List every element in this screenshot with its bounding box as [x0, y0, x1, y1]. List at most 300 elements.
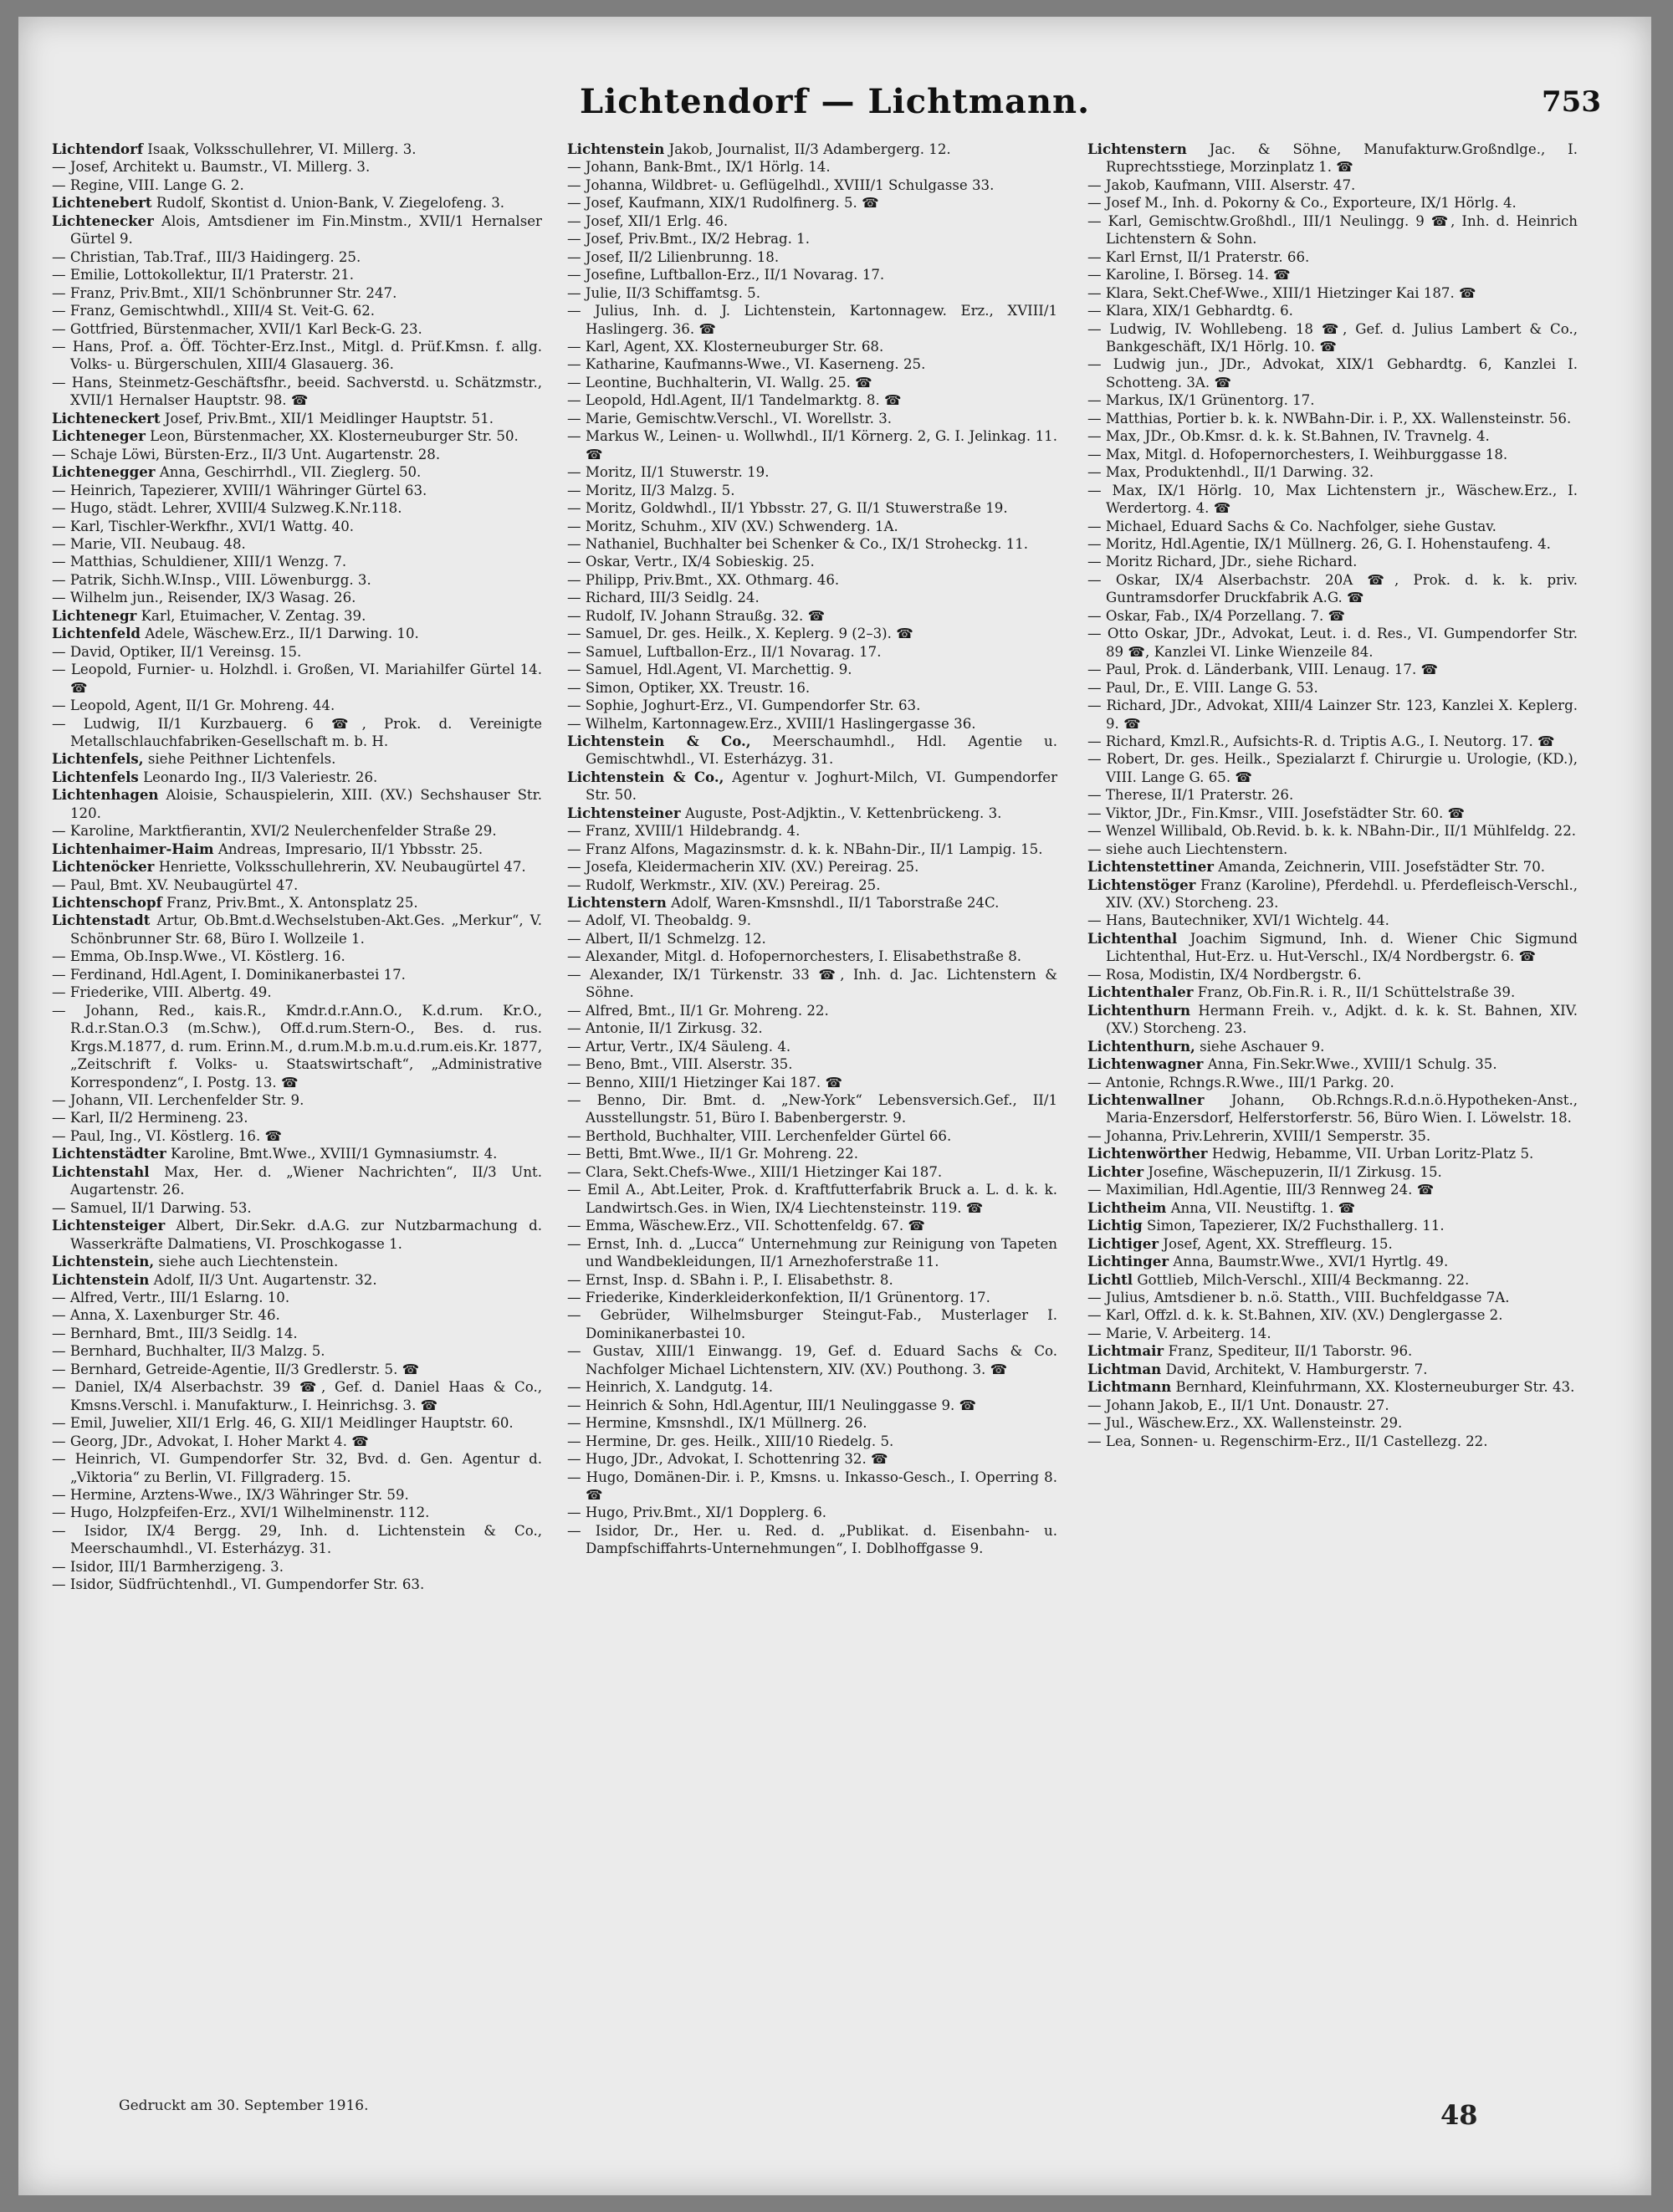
directory-entry: [52, 1576, 542, 1593]
entry-text: Karoline, Bmt.Wwe., XVIII/1 Gymnasiumstr. 4.: [171, 1146, 498, 1162]
directory-entry: [1087, 1091, 1578, 1127]
entry-text: Isaak, Volksschullehrer, VI. Millerg. 3.: [147, 141, 417, 157]
entry-text: — Oskar, IX/4 Alserbachstr. 20A ☎, Prok. d. k. k. priv. Guntramsdorfer Druckfabrik A.G. ☎: [1087, 571, 1578, 606]
directory-entry: [52, 553, 542, 570]
directory-entry: [1087, 786, 1578, 804]
entry-text: — Alexander, IX/1 Türkenstr. 33 ☎, Inh. d. Jac. Lichtenstern & Söhne.: [567, 966, 1057, 1001]
entry-text: — Max, Produktenhdl., II/1 Darwing. 32.: [1087, 464, 1374, 481]
entry-surname: Lichtenwallner: [1087, 1091, 1205, 1109]
directory-entry: [1087, 733, 1578, 750]
entry-text: — Maximilian, Hdl.Agentie, III/3 Rennweg 24. ☎: [1087, 1182, 1435, 1198]
entry-text: Josef, Agent, XX. Streffleurg. 15.: [1163, 1235, 1393, 1252]
entry-text: — Karl, Offzl. d. k. k. St.Bahnen, XIV. (XV.) Denglergasse 2.: [1087, 1307, 1503, 1324]
directory-entry: [1087, 1074, 1578, 1091]
entry-text: — Paul, Prok. d. Länderbank, VIII. Lenaug. 17. ☎: [1087, 662, 1439, 678]
entry-surname: Lichtenstein & Co.,: [567, 732, 751, 749]
directory-entry: [567, 1271, 1057, 1289]
entry-text: — Jakob, Kaufmann, VIII. Alserstr. 47.: [1087, 176, 1356, 193]
entry-text: — Marie, V. Arbeiterg. 14.: [1087, 1325, 1271, 1341]
directory-entry: [567, 553, 1057, 570]
entry-text: — Hans, Prof. a. Öff. Töchter-Erz.Inst., Mitgl. d. Prüf.Kmsn. f. allg. Volks- u. Bürgerschulen, XIII/4 Glasauerg. 36.: [52, 338, 542, 373]
entry-text: David, Architekt, V. Hamburgerstr. 7.: [1165, 1361, 1428, 1377]
directory-entry: [567, 894, 1057, 912]
entry-text: — Josef, Kaufmann, XIX/1 Rudolfinerg. 5. ☎: [567, 195, 879, 212]
directory-entry: [1087, 1163, 1578, 1181]
entry-text: — Beno, Bmt., VIII. Alserstr. 35.: [567, 1056, 793, 1073]
directory-entry: [1087, 1253, 1578, 1270]
directory-entry: [1087, 571, 1578, 607]
directory-entry: [1087, 212, 1578, 248]
entry-text: siehe Aschauer 9.: [1200, 1038, 1325, 1055]
entry-text: Henriette, Volksschullehrerin, XV. Neubaugürtel 47.: [158, 859, 526, 876]
entry-surname: Lichtenschopf: [52, 894, 162, 912]
entry-text: — Benno, XIII/1 Hietzinger Kai 187. ☎: [567, 1074, 843, 1091]
directory-entry: [567, 1289, 1057, 1306]
directory-entry: [1087, 1235, 1578, 1253]
entry-text: — Georg, JDr., Advokat, I. Hoher Markt 4. ☎: [52, 1433, 369, 1449]
entry-text: — Samuel, Hdl.Agent, VI. Marchettig. 9.: [567, 662, 852, 678]
directory-entry: [567, 697, 1057, 714]
entry-surname: Lichtenstern: [567, 894, 667, 912]
directory-entry: [1087, 410, 1578, 427]
directory-entry: [1087, 840, 1578, 858]
directory-entry: [52, 374, 542, 410]
directory-entry: [1087, 553, 1578, 570]
directory-entry: [567, 1002, 1057, 1019]
entry-text: — Hermine, Kmsnshdl., IX/1 Müllnerg. 26.: [567, 1415, 867, 1432]
directory-entry: [1087, 876, 1578, 912]
entry-text: Franz, Ob.Fin.R. i. R., II/1 Schüttelstraße 39.: [1197, 984, 1516, 1001]
entry-text: — Josef M., Inh. d. Pokorny & Co., Exporteure, IX/1 Hörlg. 4.: [1087, 195, 1517, 212]
entry-text: Bernhard, Kleinfuhrmann, XX. Klosterneuburger Str. 43.: [1175, 1379, 1575, 1396]
entry-text: — Gottfried, Bürstenmacher, XVII/1 Karl Beck-G. 23.: [52, 320, 422, 337]
entry-text: — Leopold, Hdl.Agent, II/1 Tandelmarktg. 8. ☎: [567, 392, 902, 409]
directory-entry: [567, 912, 1057, 929]
directory-entry: [1087, 1397, 1578, 1414]
entry-text: — Heinrich, Tapezierer, XVIII/1 Währinger Gürtel 63.: [52, 482, 427, 498]
entry-text: — Emilie, Lottokollektur, II/1 Praterstr. 21.: [52, 267, 355, 284]
entry-text: Joachim Sigmund, Inh. d. Wiener Chic Sigmund Lichtenthal, Hut-Erz. u. Hut-Verschl., IX/4 Nordbergstr. 6. ☎: [1106, 930, 1578, 965]
directory-entry: [52, 1306, 542, 1324]
entry-text: — Isidor, IX/4 Bergg. 29, Inh. d. Lichtenstein & Co., Meerschaumhdl., VI. Esterházyg. 31.: [52, 1522, 542, 1557]
entry-text: Josefine, Wäschepuzerin, II/1 Zirkusg. 15.: [1148, 1163, 1442, 1180]
directory-entry: [1087, 140, 1578, 176]
entry-text: — Oskar, Fab., IX/4 Porzellang. 7. ☎: [1087, 607, 1346, 624]
entry-text: — Josef, Architekt u. Baumstr., VI. Millerg. 3.: [52, 159, 371, 176]
directory-entry: [52, 1522, 542, 1558]
entry-surname: Lichtenfeld: [52, 625, 141, 642]
entry-text: — Clara, Sekt.Chefs-Wwe., XIII/1 Hietzinger Kai 187.: [567, 1163, 943, 1180]
directory-entry: [52, 643, 542, 661]
directory-entry: [1087, 858, 1578, 876]
directory-entry: [52, 876, 542, 894]
directory-entry: [1087, 1145, 1578, 1162]
entry-text: — Markus W., Leinen- u. Wollwhdl., II/1 Körnerg. 2, G. I. Jelinkag. 11. ☎: [567, 428, 1057, 462]
entry-text: — Samuel, II/1 Darwing. 53.: [52, 1199, 252, 1216]
directory-entry: [1087, 518, 1578, 535]
entry-text: — Betti, Bmt.Wwe., II/1 Gr. Mohreng. 22.: [567, 1146, 858, 1162]
directory-entry: [1087, 482, 1578, 518]
entry-text: — Karl, Tischler-Werkfhr., XVI/1 Wattg. 40.: [52, 518, 355, 534]
directory-entry: [52, 518, 542, 535]
directory-entry: [52, 661, 542, 697]
directory-entry: [52, 858, 542, 876]
directory-entry: [1087, 1271, 1578, 1289]
entry-text: — Hans, Steinmetz-Geschäftsfhr., beeid. Sachverstd. u. Schätzmstr., XVII/1 Hernalser Hauptstr. 98. ☎: [52, 374, 542, 409]
entry-text: — Hugo, Domänen-Dir. i. P., Kmsns. u. Inkasso-Gesch., I. Operring 8. ☎: [567, 1469, 1057, 1503]
directory-entry: [567, 625, 1057, 642]
directory-entry: [52, 769, 542, 786]
directory-entry: [52, 1002, 542, 1091]
entry-text: — Johanna, Wildbret- u. Geflügelhdl., XVIII/1 Schulgasse 33.: [567, 176, 995, 193]
entry-text: Franz, Spediteur, II/1 Taborstr. 96.: [1168, 1343, 1413, 1360]
entry-text: — Wilhelm, Kartonnagew.Erz., XVIII/1 Haslingergasse 36.: [567, 715, 976, 732]
entry-surname: Lichtenstädter: [52, 1145, 166, 1162]
directory-entry: [52, 786, 542, 822]
entry-text: — Klara, Sekt.Chef-Wwe., XIII/1 Hietzinger Kai 187. ☎: [1087, 284, 1476, 301]
entry-text: Franz (Karoline), Pferdehdl. u. Pferdefleisch-Verschl., XIV. (XV.) Storcheng. 23.: [1106, 876, 1578, 912]
directory-entry: [567, 1342, 1057, 1378]
entry-surname: Lichtenhagen: [52, 786, 159, 804]
directory-entry: [52, 1486, 542, 1504]
directory-entry: [567, 1414, 1057, 1432]
entry-text: — Isidor, III/1 Barmherzigeng. 3.: [52, 1558, 284, 1575]
directory-entry: [1087, 427, 1578, 445]
entry-text: — Hermine, Dr. ges. Heilk., XIII/10 Riedelg. 5.: [567, 1433, 894, 1449]
directory-entry: [1087, 320, 1578, 356]
directory-entry: [52, 983, 542, 1001]
entry-surname: Lichtinger: [1087, 1253, 1169, 1270]
directory-entry: [52, 427, 542, 445]
directory-entry: [567, 212, 1057, 230]
directory-entry: [1087, 446, 1578, 463]
entry-text: — Hans, Bautechniker, XVI/1 Wichtelg. 44.: [1087, 912, 1389, 929]
entry-surname: Lichtenstein: [567, 140, 665, 157]
entry-text: Max, Her. d. „Wiener Nachrichten“, II/3 Unt. Augartenstr. 26.: [70, 1163, 542, 1198]
directory-entry: [1087, 1433, 1578, 1450]
entry-text: — Rudolf, Werkmstr., XIV. (XV.) Pereirag. 25.: [567, 876, 881, 893]
entry-text: — siehe auch Liechtenstern.: [1087, 840, 1288, 857]
directory-entry: [567, 1433, 1057, 1450]
entry-text: — Isidor, Südfrüchtenhdl., VI. Gumpendorfer Str. 63.: [52, 1576, 425, 1593]
entry-text: — Leopold, Agent, II/1 Gr. Mohreng. 44.: [52, 697, 335, 714]
directory-entry: [1087, 266, 1578, 284]
directory-entry: [1087, 535, 1578, 553]
directory-entry: [52, 1325, 542, 1342]
directory-entry: [1087, 1342, 1578, 1360]
entry-surname: Lichtenstein: [52, 1270, 150, 1288]
directory-entry: [567, 966, 1057, 1002]
directory-entry: [567, 1378, 1057, 1396]
entry-text: — Richard, Kmzl.R., Aufsichts-R. d. Triptis A.G., I. Neutorg. 17. ☎: [1087, 733, 1555, 749]
entry-surname: Lichteneckert: [52, 409, 161, 427]
directory-entry: [52, 1342, 542, 1360]
entry-surname: Lichter: [1087, 1162, 1144, 1180]
entry-text: — Ludwig, IV. Wohllebeng. 18 ☎, Gef. d. Julius Lambert & Co., Bankgeschäft, IX/1 Hörlg. 10. ☎: [1087, 320, 1578, 355]
entry-text: Hedwig, Hebamme, VII. Urban Loritz-Platz 5.: [1211, 1146, 1534, 1162]
directory-entry: [567, 1469, 1057, 1504]
directory-entry: [1087, 983, 1578, 1001]
entry-text: — Wenzel Willibald, Ob.Revid. b. k. k. NBahn-Dir., II/1 Mühlfeldg. 22.: [1087, 823, 1577, 840]
entry-text: — Max, JDr., Ob.Kmsr. d. k. k. St.Bahnen, IV. Travnelg. 4.: [1087, 428, 1490, 445]
directory-entry: [1087, 1361, 1578, 1378]
print-date-note: Gedruckt am 30. September 1916.: [119, 2097, 369, 2114]
directory-entry: [52, 158, 542, 176]
directory-entry: [52, 1450, 542, 1486]
entry-text: — Richard, III/3 Seidlg. 24.: [567, 590, 760, 606]
directory-entry: [1087, 1127, 1578, 1145]
entry-text: Hermann Freih. v., Adjkt. d. k. k. St. Bahnen, XIV. (XV.) Storcheng. 23.: [1106, 1002, 1578, 1037]
entry-surname: Lichtenstettiner: [1087, 858, 1214, 876]
entry-text: Rudolf, Skontist d. Union-Bank, V. Ziegelofeng. 3.: [156, 195, 505, 212]
entry-surname: Lichtenthurn: [1087, 1001, 1191, 1019]
directory-entry: [52, 1414, 542, 1432]
page-header: [18, 82, 1651, 132]
directory-entry: [52, 1217, 542, 1253]
directory-entry: [567, 355, 1057, 373]
entry-text: Simon, Tapezierer, IX/2 Fuchsthallerg. 11.: [1147, 1218, 1445, 1234]
directory-entry: [1087, 625, 1578, 661]
entry-text: — Antonie, II/1 Zirkusg. 32.: [567, 1020, 763, 1037]
directory-entry: [567, 266, 1057, 284]
directory-entry: [1087, 1038, 1578, 1055]
entry-surname: Lichtenwörther: [1087, 1145, 1208, 1162]
entry-surname: Lichtig: [1087, 1217, 1143, 1234]
directory-entry: [52, 194, 542, 212]
entry-text: — Ernst, Insp. d. SBahn i. P., I. Elisabethstr. 8.: [567, 1271, 893, 1288]
directory-entry: [567, 589, 1057, 606]
directory-entry: [567, 769, 1057, 805]
entry-text: — Emma, Ob.Insp.Wwe., VI. Köstlerg. 16.: [52, 948, 345, 965]
entry-surname: Lichtiger: [1087, 1234, 1159, 1252]
entry-text: — Emil, Juwelier, XII/1 Erlg. 46, G. XII/1 Meidlinger Hauptstr. 60.: [52, 1415, 514, 1432]
entry-text: — Richard, JDr., Advokat, XIII/4 Lainzer Str. 123, Kanzlei X. Keplerg. 9. ☎: [1087, 697, 1578, 732]
directory-entry: [52, 750, 542, 768]
entry-text: — Moritz, II/1 Stuwerstr. 19.: [567, 464, 770, 481]
entry-text: — Moritz, Schuhm., XIV (XV.) Schwenderg. 1A.: [567, 518, 898, 534]
entry-text: — Christian, Tab.Traf., III/3 Haidingerg. 25.: [52, 248, 361, 265]
directory-entry: [567, 1217, 1057, 1234]
directory-entry: [1087, 1289, 1578, 1306]
entry-text: — Anna, X. Laxenburger Str. 46.: [52, 1307, 280, 1324]
entry-text: — Alfred, Vertr., III/1 Eslarng. 10.: [52, 1290, 290, 1305]
directory-entry: [52, 1558, 542, 1576]
entry-text: — Regine, VIII. Lange G. 2.: [52, 176, 244, 193]
directory-entry: [52, 140, 542, 158]
directory-entry: [567, 140, 1057, 158]
directory-entry: [52, 840, 542, 858]
directory-entry: [52, 1145, 542, 1162]
directory-entry: [567, 374, 1057, 391]
directory-entry: [567, 1074, 1057, 1091]
entry-text: — Viktor, JDr., Fin.Kmsr., VIII. Josefstädter Str. 60. ☎: [1087, 805, 1466, 821]
entry-text: Albert, Dir.Sekr. d.A.G. zur Nutzbarmachung d. Wasserkräfte Dalmatiens, VI. Proschkogasse 1.: [70, 1218, 542, 1252]
entry-text: Anna, VII. Neustiftg. 1. ☎: [1170, 1199, 1356, 1216]
entry-surname: Lichtl: [1087, 1270, 1133, 1288]
directory-entry: [567, 679, 1057, 697]
directory-entry: [567, 1397, 1057, 1414]
entry-text: — Leopold, Furnier- u. Holzhdl. i. Großen, VI. Mariahilfer Gürtel 14. ☎: [52, 662, 542, 696]
directory-entry: [1087, 194, 1578, 212]
entry-text: — Wilhelm jun., Reisender, IX/3 Wasag. 26.: [52, 590, 356, 606]
entry-text: — Marie, VII. Neubaug. 48.: [52, 535, 246, 552]
entry-text: — Daniel, IX/4 Alserbachstr. 39 ☎, Gef. d. Daniel Haas & Co., Kmsns.Verschl. i. Manufakturw., I. Heinrichsg. 3. ☎: [52, 1379, 542, 1413]
entry-surname: Lichtenstein,: [52, 1253, 155, 1270]
signature-number: 48: [1440, 2099, 1478, 2131]
directory-entry: [1087, 1325, 1578, 1342]
entry-text: Anna, Baumstr.Wwe., XVI/1 Hyrtlg. 49.: [1173, 1254, 1449, 1270]
directory-entry: [567, 1306, 1057, 1342]
entry-text: — Moritz, Goldwhdl., II/1 Ybbsstr. 27, G. II/1 Stuwerstraße 19.: [567, 500, 1008, 517]
directory-entry: [567, 1145, 1057, 1162]
directory-entry: [52, 1109, 542, 1126]
directory-entry: [567, 1038, 1057, 1055]
directory-entry: [567, 948, 1057, 965]
directory-entry: [567, 338, 1057, 355]
directory-entry: [52, 463, 542, 481]
directory-entry: [567, 607, 1057, 625]
entry-surname: Lichtheim: [1087, 1198, 1167, 1216]
entry-text: Meerschaumhdl., Hdl. Agentie u. Gemischtwhdl., VI. Esterházyg. 31.: [586, 733, 1057, 768]
entry-text: Artur, Ob.Bmt.d.Wechselstuben-Akt.Ges. „Merkur“, V. Schönbrunner Str. 68, Büro I. Wollzeile 1.: [70, 912, 542, 947]
entry-text: Gottlieb, Milch-Verschl., XIII/4 Beckmanng. 22.: [1137, 1271, 1470, 1288]
entry-text: — Johann, Bank-Bmt., IX/1 Hörlg. 14.: [567, 159, 831, 176]
directory-entry: [567, 248, 1057, 266]
directory-entry: [567, 643, 1057, 661]
directory-entry: [52, 266, 542, 284]
entry-text: — Josef, Priv.Bmt., IX/2 Hebrag. 1.: [567, 231, 810, 248]
directory-entry: [52, 1199, 542, 1217]
directory-entry: [567, 194, 1057, 212]
entry-text: — Paul, Ing., VI. Köstlerg. 16. ☎: [52, 1127, 283, 1144]
entry-text: — Katharine, Kaufmanns-Wwe., VI. Kaserneng. 25.: [567, 356, 926, 373]
entry-text: Andreas, Impresario, II/1 Ybbsstr. 25.: [217, 840, 483, 857]
directory-entry: [52, 1378, 542, 1414]
entry-text: — Ernst, Inh. d. „Lucca“ Unternehmung zur Reinigung von Tapeten und Wandbekleidungen, II/1 Arnezhoferstraße 11.: [567, 1235, 1057, 1270]
entry-surname: Lichtenstein & Co.,: [567, 768, 724, 785]
entry-text: — Emil A., Abt.Leiter, Prok. d. Kraftfutterfabrik Bruck a. L. d. k. k. Landwirtsch.Ges. in Wien, IX/4 Liechtensteinstr. 119. ☎: [567, 1182, 1057, 1216]
entry-text: — Artur, Vertr., IX/4 Säuleng. 4.: [567, 1038, 791, 1055]
directory-column-1: [52, 140, 542, 2089]
entry-text: — Therese, II/1 Praterstr. 26.: [1087, 787, 1294, 804]
entry-surname: Lichteneger: [52, 427, 146, 445]
entry-text: Adolf, II/3 Unt. Augartenstr. 32.: [153, 1271, 377, 1288]
entry-text: — Franz, XVIII/1 Hildebrandg. 4.: [567, 823, 801, 840]
entry-text: — Karoline, I. Börseg. 14. ☎: [1087, 267, 1291, 284]
entry-text: — Oskar, Vertr., IX/4 Sobieskig. 25.: [567, 554, 815, 570]
entry-text: — Sophie, Joghurt-Erz., VI. Gumpendorfer Str. 63.: [567, 697, 921, 714]
entry-surname: Lichtenstadt: [52, 912, 151, 929]
entry-text: — Jul., Wäschew.Erz., XX. Wallensteinstr. 29.: [1087, 1415, 1403, 1432]
entry-text: — Robert, Dr. ges. Heilk., Spezialarzt f. Chirurgie u. Urologie, (KD.), VIII. Lange G. 65. ☎: [1087, 751, 1578, 785]
directory-entry: [52, 1253, 542, 1270]
entry-text: — Moritz, Hdl.Agentie, IX/1 Müllnerg. 26, G. I. Hohenstaufeng. 4.: [1087, 535, 1551, 552]
directory-entry: [567, 1091, 1057, 1127]
entry-text: — Matthias, Schuldiener, XIII/1 Wenzg. 7.: [52, 554, 347, 570]
entry-text: Adele, Wäschew.Erz., II/1 Darwing. 10.: [145, 626, 419, 642]
entry-text: — Josefine, Luftballon-Erz., II/1 Novarag. 17.: [567, 267, 885, 284]
directory-entry: [1087, 966, 1578, 983]
entry-text: — Karl Ernst, II/1 Praterstr. 66.: [1087, 248, 1310, 265]
entry-surname: Lichtensteiger: [52, 1217, 166, 1234]
entry-text: — Ludwig jun., JDr., Advokat, XIX/1 Gebhardtg. 6, Kanzlei I. Schotteng. 3A. ☎: [1087, 356, 1578, 391]
directory-entry: [567, 715, 1057, 733]
directory-entry: [52, 176, 542, 194]
directory-entry: [1087, 912, 1578, 929]
entry-text: — Leontine, Buchhalterin, VI. Wallg. 25. ☎: [567, 374, 872, 391]
entry-surname: Lichtenegger: [52, 463, 156, 481]
directory-entry: [52, 625, 542, 642]
directory-entry: [567, 284, 1057, 302]
directory-entry: [567, 499, 1057, 517]
directory-entry: [1087, 1181, 1578, 1198]
entry-text: — Karl, Agent, XX. Klosterneuburger Str. 68.: [567, 338, 884, 355]
entry-text: Leon, Bürstenmacher, XX. Klosterneuburger Str. 50.: [150, 428, 519, 445]
directory-entry: [1087, 284, 1578, 302]
entry-text: — Julius, Amtsdiener b. n.ö. Statth., VIII. Buchfeldgasse 7A.: [1087, 1290, 1510, 1305]
entry-text: — Heinrich, X. Landgutg. 14.: [567, 1379, 774, 1396]
entry-text: — Rosa, Modistin, IX/4 Nordbergstr. 6.: [1087, 966, 1362, 983]
entry-surname: Lichtenthaler: [1087, 983, 1194, 1001]
entry-text: — Schaje Löwi, Bürsten-Erz., II/3 Unt. Augartenstr. 28.: [52, 446, 441, 462]
directory-entry: [52, 482, 542, 499]
entry-text: — Nathaniel, Buchhalter bei Schenker & Co., IX/1 Stroheckg. 11.: [567, 535, 1029, 552]
entry-text: — Markus, IX/1 Grünentorg. 17.: [1087, 392, 1315, 409]
entry-surname: Lichtenecker: [52, 212, 154, 229]
entry-surname: Lichtendorf: [52, 140, 143, 157]
directory-entry: [52, 248, 542, 266]
entry-text: — Josef, II/2 Lilienbrunng. 18.: [567, 248, 780, 265]
entry-text: — Max, Mitgl. d. Hofopernorchesters, I. Weihburggasse 18.: [1087, 446, 1508, 462]
directory-entry: [567, 410, 1057, 427]
entry-text: siehe auch Liechtenstein.: [158, 1254, 339, 1270]
directory-entry: [567, 876, 1057, 894]
directory-entry: [52, 499, 542, 517]
entry-text: — Julie, II/3 Schiffamtsg. 5.: [567, 284, 760, 301]
entry-text: — Alexander, Mitgl. d. Hofopernorchesters, I. Elisabethstraße 8.: [567, 948, 1022, 965]
directory-entry: [1087, 1199, 1578, 1217]
directory-entry: [567, 1450, 1057, 1468]
entry-text: — Gustav, XIII/1 Einwangg. 19, Gef. d. Eduard Sachs & Co. Nachfolger Michael Lichtenstern, XIV. (XV.) Pouthong. 3. ☎: [567, 1343, 1057, 1377]
directory-entry: [52, 410, 542, 427]
entry-text: — Alfred, Bmt., II/1 Gr. Mohreng. 22.: [567, 1002, 829, 1019]
entry-text: — Otto Oskar, JDr., Advokat, Leut. i. d. Res., VI. Gumpendorfer Str. 89 ☎, Kanzlei VI. Linke Wienzeile 84.: [1087, 626, 1578, 660]
directory-column-2: [567, 140, 1057, 2089]
directory-entry: [1087, 1414, 1578, 1432]
directory-entry: [52, 338, 542, 374]
entry-text: — Lea, Sonnen- u. Regenschirm-Erz., II/1 Castellezg. 22.: [1087, 1433, 1488, 1449]
entry-text: — Emma, Wäschew.Erz., VII. Schottenfeldg. 67. ☎: [567, 1218, 926, 1234]
directory-entry: [567, 805, 1057, 822]
entry-surname: Lichtenwagner: [1087, 1055, 1204, 1073]
entry-text: — Simon, Optiker, XX. Treustr. 16.: [567, 679, 811, 696]
entry-text: — Karoline, Marktfierantin, XVI/2 Neulerchenfelder Straße 29.: [52, 823, 497, 840]
directory-entry: [567, 1522, 1057, 1558]
directory-entry: [567, 427, 1057, 463]
entry-text: — Patrik, Sichh.W.Insp., VIII. Löwenburgg. 3.: [52, 571, 371, 588]
directory-entry: [1087, 607, 1578, 625]
directory-entry: [52, 571, 542, 589]
directory-entry: [567, 1019, 1057, 1037]
directory-entry: [1087, 679, 1578, 697]
entry-text: — Johanna, Priv.Lehrerin, XVIII/1 Semperstr. 35.: [1087, 1127, 1431, 1144]
directory-entry: [567, 158, 1057, 176]
entry-text: — Franz, Gemischtwhdl., XIII/4 St. Veit-G. 62.: [52, 303, 376, 319]
directory-entry: [1087, 697, 1578, 733]
entry-text: — Ferdinand, Hdl.Agent, I. Dominikanerbastei 17.: [52, 966, 406, 983]
directory-entry: [567, 1181, 1057, 1217]
entry-surname: Lichtmann: [1087, 1378, 1172, 1396]
